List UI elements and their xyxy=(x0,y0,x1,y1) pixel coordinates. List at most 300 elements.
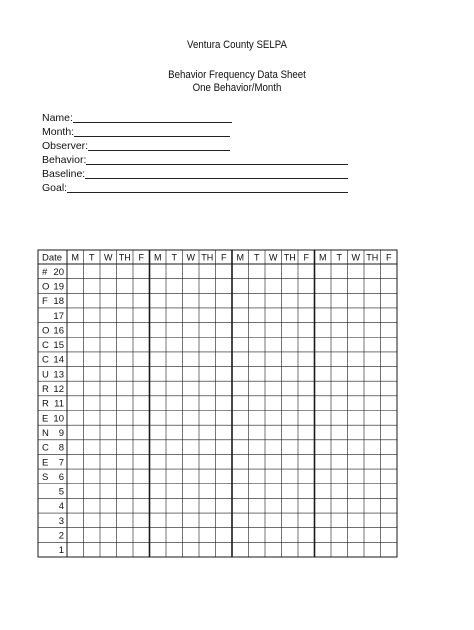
data-cell[interactable] xyxy=(348,396,365,411)
data-cell[interactable] xyxy=(133,498,150,513)
data-cell[interactable] xyxy=(298,513,315,528)
data-cell[interactable] xyxy=(232,367,249,382)
data-cell[interactable] xyxy=(67,425,84,440)
data-cell[interactable] xyxy=(315,367,332,382)
data-cell[interactable] xyxy=(265,454,282,469)
data-cell[interactable] xyxy=(199,367,216,382)
data-cell[interactable] xyxy=(216,308,233,323)
data-cell[interactable] xyxy=(117,264,134,279)
data-cell[interactable] xyxy=(315,381,332,396)
data-cell[interactable] xyxy=(282,498,299,513)
data-cell[interactable] xyxy=(298,454,315,469)
data-cell[interactable] xyxy=(315,440,332,455)
data-cell[interactable] xyxy=(183,337,200,352)
data-cell[interactable] xyxy=(117,279,134,294)
data-cell[interactable] xyxy=(265,352,282,367)
data-cell[interactable] xyxy=(331,513,348,528)
data-cell[interactable] xyxy=(315,352,332,367)
data-cell[interactable] xyxy=(249,279,266,294)
data-cell[interactable] xyxy=(133,440,150,455)
data-cell[interactable] xyxy=(364,454,381,469)
data-cell[interactable] xyxy=(381,264,398,279)
data-cell[interactable] xyxy=(199,469,216,484)
data-cell[interactable] xyxy=(265,264,282,279)
data-cell[interactable] xyxy=(381,308,398,323)
data-cell[interactable] xyxy=(298,425,315,440)
data-cell[interactable] xyxy=(84,352,101,367)
data-cell[interactable] xyxy=(265,293,282,308)
data-cell[interactable] xyxy=(84,411,101,426)
data-cell[interactable] xyxy=(381,396,398,411)
data-cell[interactable] xyxy=(249,542,266,557)
data-cell[interactable] xyxy=(331,454,348,469)
data-cell[interactable] xyxy=(117,484,134,499)
data-cell[interactable] xyxy=(117,425,134,440)
data-cell[interactable] xyxy=(100,337,117,352)
data-cell[interactable] xyxy=(84,323,101,338)
data-cell[interactable] xyxy=(183,323,200,338)
data-cell[interactable] xyxy=(67,337,84,352)
data-cell[interactable] xyxy=(150,293,167,308)
data-cell[interactable] xyxy=(100,396,117,411)
data-cell[interactable] xyxy=(133,513,150,528)
data-cell[interactable] xyxy=(183,528,200,543)
data-cell[interactable] xyxy=(249,425,266,440)
data-cell[interactable] xyxy=(117,454,134,469)
data-cell[interactable] xyxy=(249,440,266,455)
data-cell[interactable] xyxy=(364,440,381,455)
data-cell[interactable] xyxy=(84,425,101,440)
data-cell[interactable] xyxy=(232,381,249,396)
data-cell[interactable] xyxy=(381,352,398,367)
data-cell[interactable] xyxy=(133,264,150,279)
data-cell[interactable] xyxy=(117,381,134,396)
data-cell[interactable] xyxy=(331,279,348,294)
data-cell[interactable] xyxy=(381,469,398,484)
data-cell[interactable] xyxy=(249,337,266,352)
data-cell[interactable] xyxy=(150,440,167,455)
data-cell[interactable] xyxy=(315,337,332,352)
data-cell[interactable] xyxy=(100,440,117,455)
data-cell[interactable] xyxy=(100,542,117,557)
data-cell[interactable] xyxy=(265,440,282,455)
data-cell[interactable] xyxy=(232,425,249,440)
data-cell[interactable] xyxy=(298,367,315,382)
data-cell[interactable] xyxy=(348,513,365,528)
data-cell[interactable] xyxy=(348,264,365,279)
data-cell[interactable] xyxy=(199,264,216,279)
data-cell[interactable] xyxy=(348,308,365,323)
data-cell[interactable] xyxy=(315,279,332,294)
data-cell[interactable] xyxy=(282,352,299,367)
data-cell[interactable] xyxy=(315,469,332,484)
data-cell[interactable] xyxy=(199,411,216,426)
data-cell[interactable] xyxy=(117,352,134,367)
data-cell[interactable] xyxy=(381,411,398,426)
data-cell[interactable] xyxy=(67,528,84,543)
data-cell[interactable] xyxy=(298,352,315,367)
data-cell[interactable] xyxy=(348,542,365,557)
data-cell[interactable] xyxy=(331,367,348,382)
data-cell[interactable] xyxy=(298,469,315,484)
data-cell[interactable] xyxy=(249,381,266,396)
data-cell[interactable] xyxy=(331,337,348,352)
data-cell[interactable] xyxy=(166,323,183,338)
data-cell[interactable] xyxy=(84,264,101,279)
data-cell[interactable] xyxy=(67,308,84,323)
data-cell[interactable] xyxy=(232,542,249,557)
data-cell[interactable] xyxy=(232,323,249,338)
data-cell[interactable] xyxy=(282,308,299,323)
data-cell[interactable] xyxy=(199,513,216,528)
data-cell[interactable] xyxy=(166,264,183,279)
data-cell[interactable] xyxy=(183,513,200,528)
data-cell[interactable] xyxy=(150,498,167,513)
data-cell[interactable] xyxy=(133,293,150,308)
data-cell[interactable] xyxy=(348,528,365,543)
data-cell[interactable] xyxy=(364,264,381,279)
data-cell[interactable] xyxy=(216,367,233,382)
data-cell[interactable] xyxy=(331,469,348,484)
data-cell[interactable] xyxy=(166,279,183,294)
data-cell[interactable] xyxy=(84,542,101,557)
data-cell[interactable] xyxy=(315,308,332,323)
data-cell[interactable] xyxy=(364,513,381,528)
data-cell[interactable] xyxy=(249,396,266,411)
data-cell[interactable] xyxy=(282,425,299,440)
data-cell[interactable] xyxy=(298,279,315,294)
data-cell[interactable] xyxy=(84,498,101,513)
data-cell[interactable] xyxy=(381,440,398,455)
data-cell[interactable] xyxy=(265,425,282,440)
data-cell[interactable] xyxy=(199,308,216,323)
data-cell[interactable] xyxy=(298,381,315,396)
data-cell[interactable] xyxy=(84,293,101,308)
data-cell[interactable] xyxy=(265,513,282,528)
data-cell[interactable] xyxy=(166,454,183,469)
data-cell[interactable] xyxy=(364,396,381,411)
data-cell[interactable] xyxy=(166,381,183,396)
data-cell[interactable] xyxy=(232,352,249,367)
data-cell[interactable] xyxy=(216,411,233,426)
data-cell[interactable] xyxy=(133,454,150,469)
data-cell[interactable] xyxy=(265,323,282,338)
data-cell[interactable] xyxy=(298,396,315,411)
data-cell[interactable] xyxy=(67,498,84,513)
data-cell[interactable] xyxy=(117,498,134,513)
data-cell[interactable] xyxy=(166,308,183,323)
data-cell[interactable] xyxy=(166,542,183,557)
data-cell[interactable] xyxy=(67,542,84,557)
data-cell[interactable] xyxy=(199,440,216,455)
data-cell[interactable] xyxy=(232,469,249,484)
data-cell[interactable] xyxy=(100,279,117,294)
data-cell[interactable] xyxy=(331,352,348,367)
data-cell[interactable] xyxy=(183,440,200,455)
data-cell[interactable] xyxy=(150,337,167,352)
data-cell[interactable] xyxy=(331,528,348,543)
data-cell[interactable] xyxy=(183,293,200,308)
data-cell[interactable] xyxy=(117,542,134,557)
data-cell[interactable] xyxy=(232,279,249,294)
data-cell[interactable] xyxy=(249,498,266,513)
data-cell[interactable] xyxy=(67,352,84,367)
data-cell[interactable] xyxy=(315,293,332,308)
data-cell[interactable] xyxy=(249,293,266,308)
data-cell[interactable] xyxy=(100,425,117,440)
data-cell[interactable] xyxy=(216,469,233,484)
data-cell[interactable] xyxy=(331,264,348,279)
data-cell[interactable] xyxy=(315,513,332,528)
data-cell[interactable] xyxy=(67,440,84,455)
data-cell[interactable] xyxy=(183,454,200,469)
data-cell[interactable] xyxy=(199,454,216,469)
data-cell[interactable] xyxy=(331,440,348,455)
data-cell[interactable] xyxy=(133,381,150,396)
data-cell[interactable] xyxy=(348,323,365,338)
data-cell[interactable] xyxy=(133,337,150,352)
data-cell[interactable] xyxy=(249,513,266,528)
data-cell[interactable] xyxy=(67,367,84,382)
data-cell[interactable] xyxy=(364,542,381,557)
data-cell[interactable] xyxy=(348,381,365,396)
data-cell[interactable] xyxy=(282,323,299,338)
data-cell[interactable] xyxy=(117,367,134,382)
data-cell[interactable] xyxy=(265,367,282,382)
data-cell[interactable] xyxy=(166,337,183,352)
data-cell[interactable] xyxy=(331,411,348,426)
data-cell[interactable] xyxy=(348,498,365,513)
data-cell[interactable] xyxy=(133,411,150,426)
data-cell[interactable] xyxy=(183,396,200,411)
data-cell[interactable] xyxy=(166,440,183,455)
data-cell[interactable] xyxy=(381,293,398,308)
data-cell[interactable] xyxy=(216,279,233,294)
data-cell[interactable] xyxy=(84,484,101,499)
data-cell[interactable] xyxy=(298,484,315,499)
data-cell[interactable] xyxy=(265,279,282,294)
data-cell[interactable] xyxy=(249,469,266,484)
data-cell[interactable] xyxy=(381,498,398,513)
data-cell[interactable] xyxy=(381,337,398,352)
data-cell[interactable] xyxy=(166,396,183,411)
data-cell[interactable] xyxy=(84,513,101,528)
data-cell[interactable] xyxy=(150,381,167,396)
data-cell[interactable] xyxy=(166,498,183,513)
data-cell[interactable] xyxy=(232,528,249,543)
data-cell[interactable] xyxy=(183,425,200,440)
data-cell[interactable] xyxy=(117,337,134,352)
data-cell[interactable] xyxy=(84,396,101,411)
data-cell[interactable] xyxy=(381,513,398,528)
data-cell[interactable] xyxy=(216,484,233,499)
data-cell[interactable] xyxy=(183,279,200,294)
data-cell[interactable] xyxy=(348,352,365,367)
data-cell[interactable] xyxy=(265,337,282,352)
data-cell[interactable] xyxy=(183,542,200,557)
data-cell[interactable] xyxy=(100,469,117,484)
data-cell[interactable] xyxy=(84,279,101,294)
data-cell[interactable] xyxy=(100,513,117,528)
data-cell[interactable] xyxy=(282,484,299,499)
data-cell[interactable] xyxy=(166,293,183,308)
data-cell[interactable] xyxy=(117,411,134,426)
data-cell[interactable] xyxy=(133,352,150,367)
data-cell[interactable] xyxy=(84,381,101,396)
data-cell[interactable] xyxy=(282,381,299,396)
data-cell[interactable] xyxy=(331,323,348,338)
data-cell[interactable] xyxy=(117,440,134,455)
data-cell[interactable] xyxy=(298,498,315,513)
data-cell[interactable] xyxy=(100,293,117,308)
data-cell[interactable] xyxy=(282,542,299,557)
data-cell[interactable] xyxy=(364,337,381,352)
data-cell[interactable] xyxy=(282,513,299,528)
data-cell[interactable] xyxy=(348,279,365,294)
data-cell[interactable] xyxy=(199,337,216,352)
data-cell[interactable] xyxy=(183,411,200,426)
data-cell[interactable] xyxy=(199,528,216,543)
data-cell[interactable] xyxy=(249,484,266,499)
data-cell[interactable] xyxy=(265,308,282,323)
data-cell[interactable] xyxy=(150,469,167,484)
data-cell[interactable] xyxy=(216,425,233,440)
data-cell[interactable] xyxy=(298,337,315,352)
data-cell[interactable] xyxy=(183,264,200,279)
data-cell[interactable] xyxy=(150,323,167,338)
data-cell[interactable] xyxy=(381,425,398,440)
data-cell[interactable] xyxy=(282,279,299,294)
data-cell[interactable] xyxy=(216,323,233,338)
data-cell[interactable] xyxy=(150,411,167,426)
data-cell[interactable] xyxy=(298,411,315,426)
data-cell[interactable] xyxy=(249,528,266,543)
data-cell[interactable] xyxy=(216,440,233,455)
data-cell[interactable] xyxy=(381,528,398,543)
data-cell[interactable] xyxy=(67,264,84,279)
data-cell[interactable] xyxy=(67,513,84,528)
data-cell[interactable] xyxy=(265,396,282,411)
data-cell[interactable] xyxy=(133,367,150,382)
data-cell[interactable] xyxy=(84,367,101,382)
data-cell[interactable] xyxy=(331,308,348,323)
data-cell[interactable] xyxy=(117,323,134,338)
data-cell[interactable] xyxy=(67,469,84,484)
data-cell[interactable] xyxy=(166,469,183,484)
data-cell[interactable] xyxy=(166,484,183,499)
data-cell[interactable] xyxy=(348,440,365,455)
data-cell[interactable] xyxy=(232,293,249,308)
data-cell[interactable] xyxy=(381,279,398,294)
data-cell[interactable] xyxy=(348,337,365,352)
data-cell[interactable] xyxy=(100,352,117,367)
data-cell[interactable] xyxy=(249,411,266,426)
data-cell[interactable] xyxy=(67,411,84,426)
data-cell[interactable] xyxy=(315,411,332,426)
data-cell[interactable] xyxy=(133,425,150,440)
data-cell[interactable] xyxy=(67,381,84,396)
data-cell[interactable] xyxy=(298,542,315,557)
data-cell[interactable] xyxy=(216,264,233,279)
data-cell[interactable] xyxy=(232,454,249,469)
data-cell[interactable] xyxy=(348,367,365,382)
data-cell[interactable] xyxy=(199,542,216,557)
data-cell[interactable] xyxy=(298,308,315,323)
data-cell[interactable] xyxy=(232,411,249,426)
data-cell[interactable] xyxy=(315,425,332,440)
data-cell[interactable] xyxy=(117,513,134,528)
data-cell[interactable] xyxy=(265,498,282,513)
data-cell[interactable] xyxy=(315,454,332,469)
data-cell[interactable] xyxy=(199,498,216,513)
data-cell[interactable] xyxy=(133,542,150,557)
data-cell[interactable] xyxy=(199,425,216,440)
data-cell[interactable] xyxy=(364,411,381,426)
data-cell[interactable] xyxy=(265,411,282,426)
data-cell[interactable] xyxy=(67,484,84,499)
data-cell[interactable] xyxy=(199,323,216,338)
data-cell[interactable] xyxy=(364,367,381,382)
data-cell[interactable] xyxy=(84,528,101,543)
data-cell[interactable] xyxy=(150,542,167,557)
data-cell[interactable] xyxy=(282,396,299,411)
data-cell[interactable] xyxy=(364,381,381,396)
data-cell[interactable] xyxy=(166,411,183,426)
data-cell[interactable] xyxy=(199,293,216,308)
data-cell[interactable] xyxy=(282,454,299,469)
data-cell[interactable] xyxy=(166,425,183,440)
data-cell[interactable] xyxy=(364,498,381,513)
data-cell[interactable] xyxy=(117,469,134,484)
data-cell[interactable] xyxy=(133,323,150,338)
data-cell[interactable] xyxy=(381,381,398,396)
data-cell[interactable] xyxy=(67,279,84,294)
data-cell[interactable] xyxy=(298,293,315,308)
data-cell[interactable] xyxy=(232,484,249,499)
data-cell[interactable] xyxy=(67,396,84,411)
data-cell[interactable] xyxy=(265,469,282,484)
data-cell[interactable] xyxy=(364,352,381,367)
data-cell[interactable] xyxy=(331,542,348,557)
data-cell[interactable] xyxy=(282,469,299,484)
data-cell[interactable] xyxy=(216,337,233,352)
data-cell[interactable] xyxy=(100,411,117,426)
data-cell[interactable] xyxy=(331,425,348,440)
data-cell[interactable] xyxy=(150,484,167,499)
data-cell[interactable] xyxy=(84,337,101,352)
data-cell[interactable] xyxy=(282,411,299,426)
data-cell[interactable] xyxy=(150,367,167,382)
data-cell[interactable] xyxy=(232,308,249,323)
data-cell[interactable] xyxy=(166,528,183,543)
data-cell[interactable] xyxy=(150,396,167,411)
data-cell[interactable] xyxy=(150,264,167,279)
data-cell[interactable] xyxy=(84,308,101,323)
data-cell[interactable] xyxy=(183,381,200,396)
data-cell[interactable] xyxy=(381,484,398,499)
data-cell[interactable] xyxy=(364,323,381,338)
data-cell[interactable] xyxy=(183,367,200,382)
data-cell[interactable] xyxy=(199,279,216,294)
data-cell[interactable] xyxy=(348,425,365,440)
data-cell[interactable] xyxy=(216,454,233,469)
data-cell[interactable] xyxy=(100,484,117,499)
data-cell[interactable] xyxy=(216,498,233,513)
data-cell[interactable] xyxy=(216,381,233,396)
data-cell[interactable] xyxy=(348,454,365,469)
data-cell[interactable] xyxy=(150,352,167,367)
data-cell[interactable] xyxy=(331,381,348,396)
